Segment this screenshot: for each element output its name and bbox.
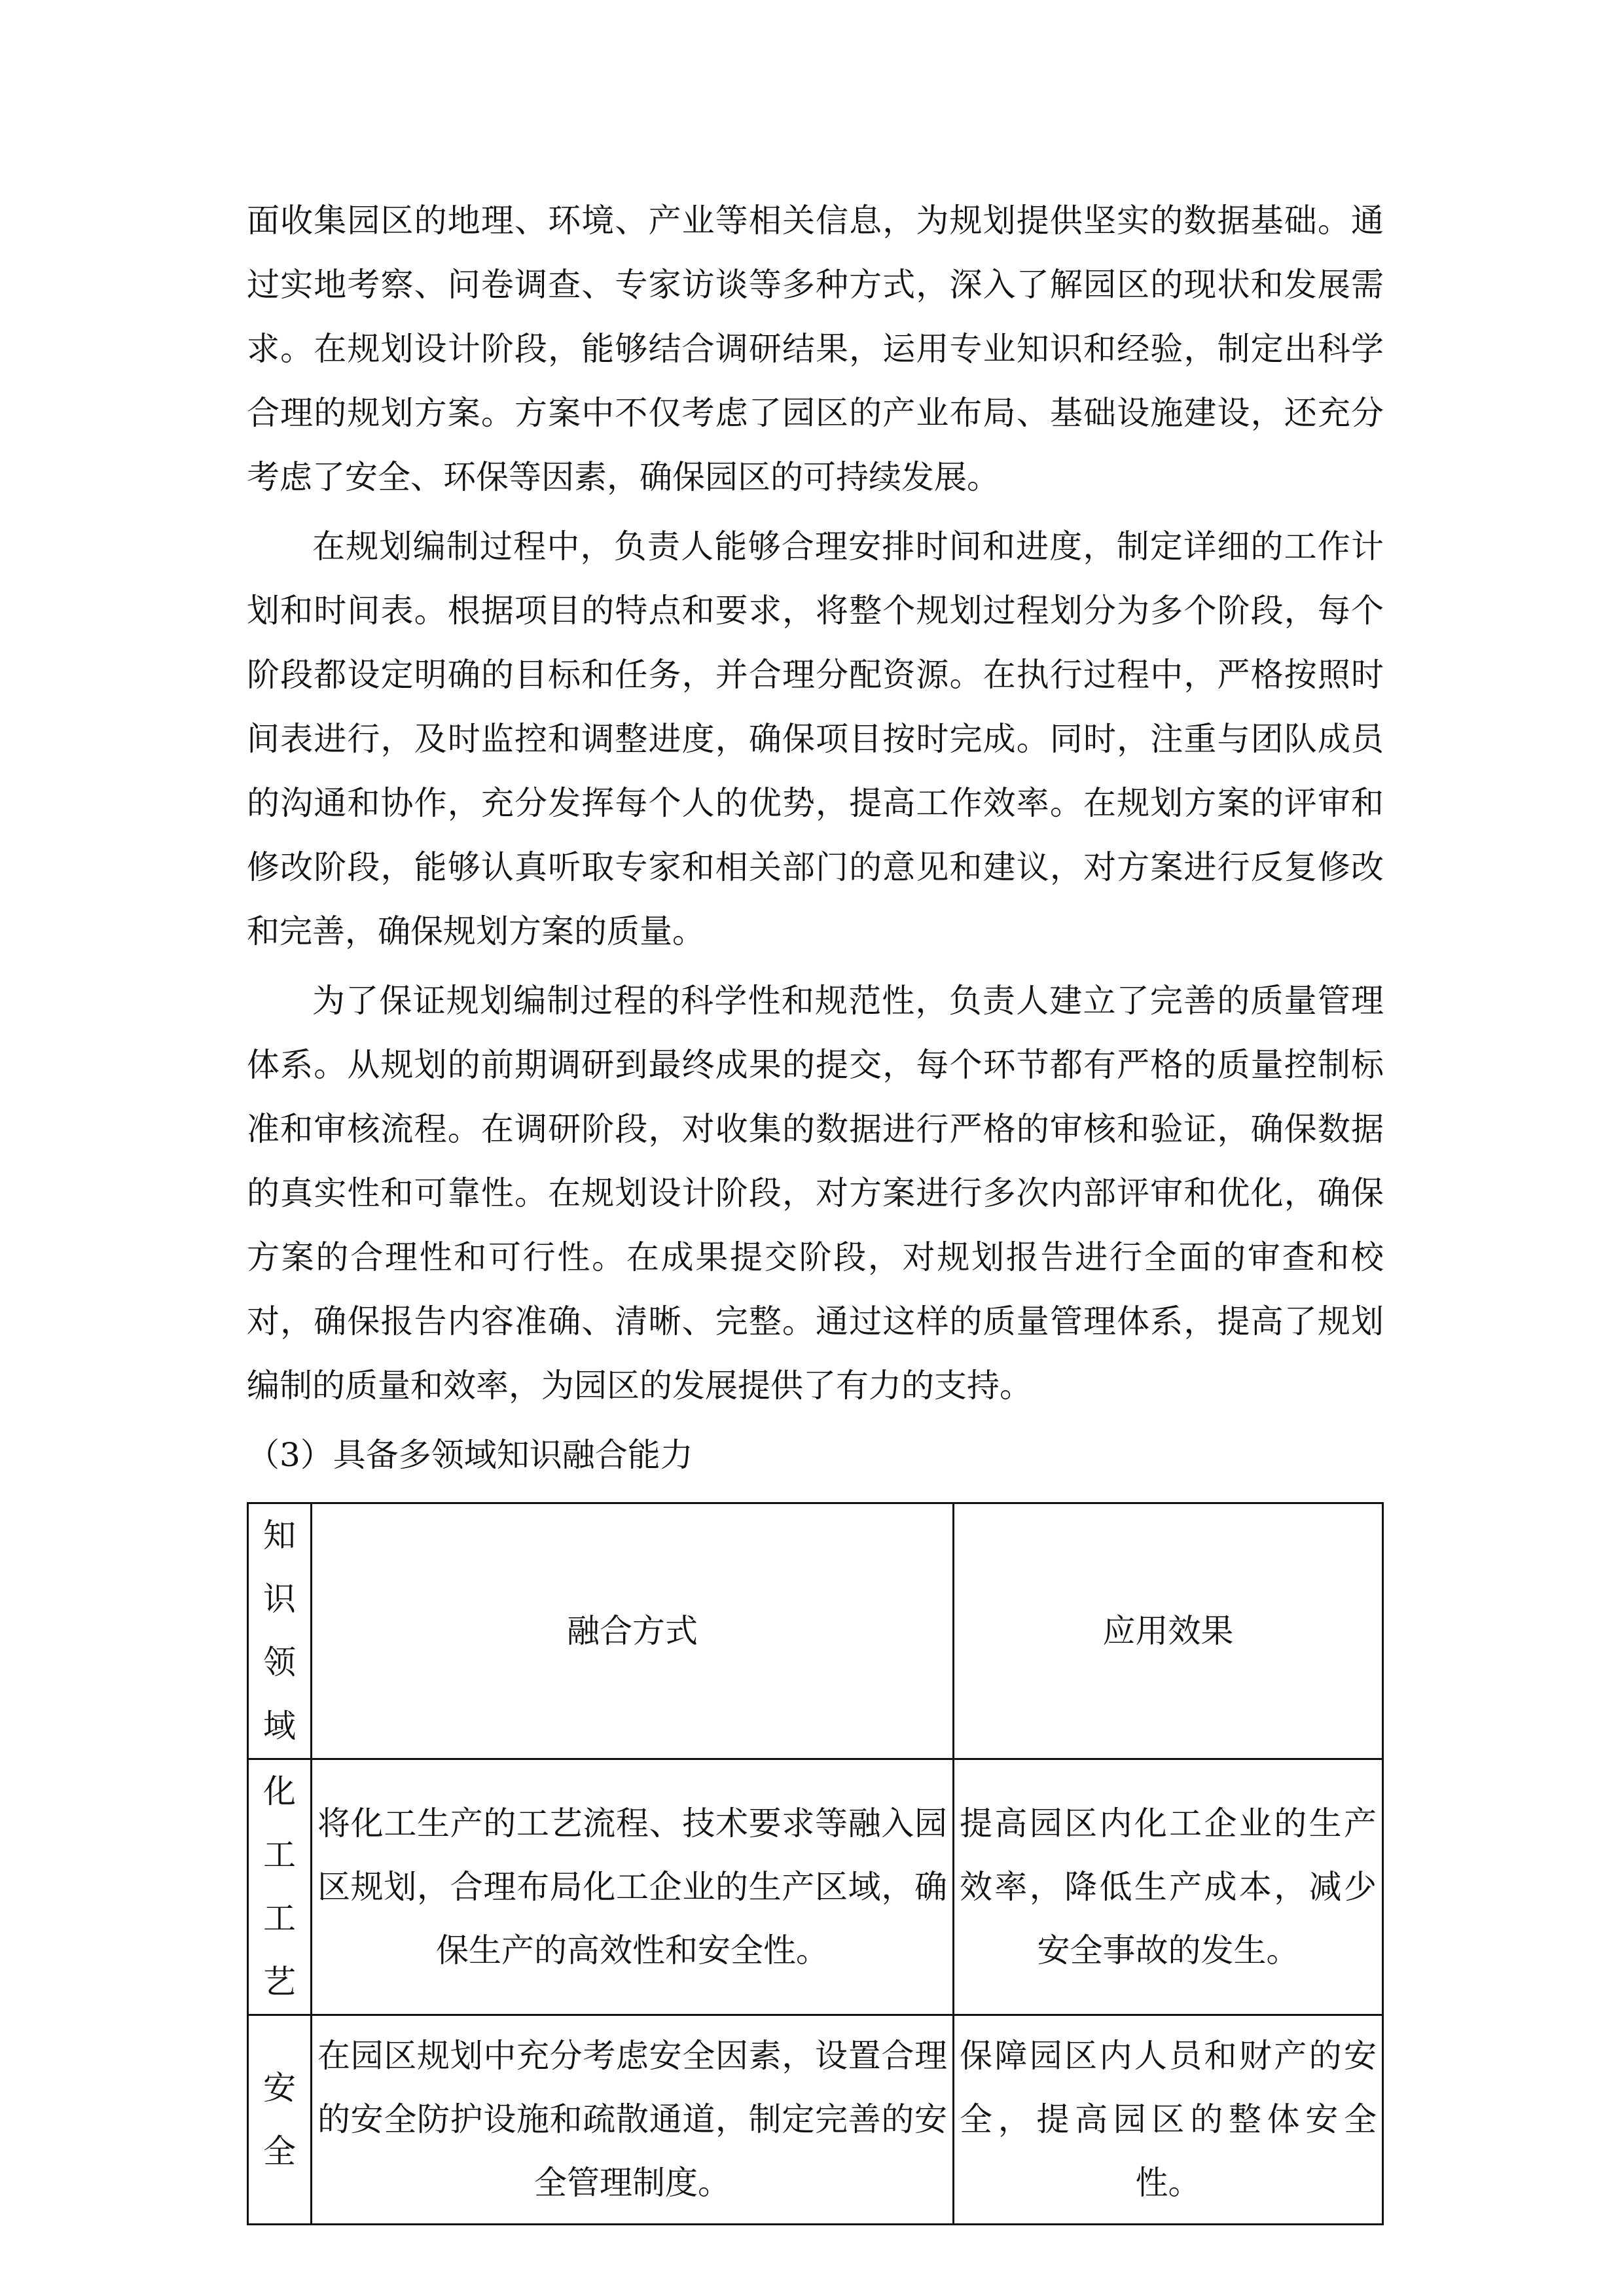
cell-line: 化工 [263, 1772, 296, 1874]
text-line: 阶段都设定明确的目标和任务，并合理分配资源。在执行过程中，严格按照时 [247, 656, 1384, 694]
text-line: 为了保证规划编制过程的科学性和规范性，负责人建立了完善的质量管理 [312, 982, 1384, 1020]
text-line: 准和审核流程。在调研阶段，对收集的数据进行严格的审核和验证，确保数据 [247, 1110, 1384, 1148]
paragraph [247, 969, 1384, 1418]
cell-method [312, 2015, 954, 2225]
cell-line: 全，提高园区的整体安全 [960, 2100, 1377, 2138]
cell-line: 在园区规划中充分考虑安全因素，设置合理 [317, 2037, 947, 2075]
text-line: 间表进行，及时监控和调整进度，确保项目按时完成。同时，注重与团队成员 [247, 720, 1384, 758]
header-method: 融合方式 [312, 1503, 954, 1759]
cell-line: 性。 [1135, 2164, 1201, 2202]
table-row [248, 2015, 1383, 2225]
cell-line: 安全 [263, 2068, 296, 2170]
cell-field [248, 2015, 312, 2225]
text-line: 方案的合理性和可行性。在成果提交阶段，对规划报告进行全面的审查和校 [247, 1238, 1384, 1276]
text-line: 修改阶段，能够认真听取专家和相关部门的意见和建议，对方案进行反复修改 [247, 848, 1384, 886]
text-line: 考虑了安全、环保等因素，确保园区的可持续发展。 [247, 458, 1000, 496]
text-line: 过实地考察、问卷调查、专家访谈等多种方式，深入了解园区的现状和发展需 [247, 266, 1384, 304]
section-heading: （3）具备多领域知识融合能力 [247, 1436, 693, 1474]
text-line: 合理的规划方案。方案中不仅考虑了园区的产业布局、基础设施建设，还充分 [247, 394, 1384, 432]
text-line: 体系。从规划的前期调研到最终成果的提交，每个环节都有严格的质量控制标 [247, 1046, 1384, 1084]
header-effect: 应用效果 [954, 1503, 1383, 1759]
cell-effect [954, 1759, 1383, 2015]
cell-line: 效率，降低生产成本，减少 [960, 1867, 1377, 1906]
knowledge-fusion-table [247, 1502, 1384, 2225]
cell-field [248, 1759, 312, 2015]
text-line: 对，确保报告内容准确、清晰、完整。通过这样的质量管理体系，提高了规划 [247, 1302, 1384, 1340]
text-line: 编制的质量和效率，为园区的发展提供了有力的支持。 [247, 1367, 1032, 1405]
cell-line: 的安全防护设施和疏散通道，制定完善的安 [317, 2100, 947, 2138]
text-line: 在规划编制过程中，负责人能够合理安排时间和进度，制定详细的工作计 [312, 528, 1384, 565]
document-body [247, 188, 1384, 1487]
header-field-line: 领域 [263, 1643, 296, 1745]
cell-line: 将化工生产的工艺流程、技术要求等融入园 [317, 1804, 947, 1842]
paragraph [247, 188, 1384, 509]
text-line: 的真实性和可靠性。在规划设计阶段，对方案进行多次内部评审和优化，确保 [247, 1174, 1384, 1212]
cell-line: 安全事故的发生。 [1037, 1931, 1299, 1969]
cell-line: 保障园区内人员和财产的安 [960, 2037, 1377, 2075]
header-field-line: 知识 [263, 1516, 296, 1618]
cell-method [312, 1759, 954, 2015]
table-row [248, 1759, 1383, 2015]
cell-line: 区规划，合理布局化工企业的生产区域，确 [317, 1867, 947, 1906]
text-line: 划和时间表。根据项目的特点和要求，将整个规划过程划分为多个阶段，每个 [247, 592, 1384, 630]
text-line: 的沟通和协作，充分发挥每个人的优势，提高工作效率。在规划方案的评审和 [247, 784, 1384, 822]
text-line: 和完善，确保规划方案的质量。 [247, 912, 705, 950]
text-line: 求。在规划设计阶段，能够结合调研结果，运用专业知识和经验，制定出科学 [247, 330, 1384, 368]
cell-line: 工艺 [263, 1899, 296, 2001]
cell-line: 提高园区内化工企业的生产 [960, 1804, 1377, 1842]
header-field [248, 1503, 312, 1759]
cell-line: 全管理制度。 [534, 2164, 731, 2202]
text-line: 面收集园区的地理、环境、产业等相关信息，为规划提供坚实的数据基础。通 [247, 202, 1384, 240]
paragraph [247, 514, 1384, 963]
cell-line: 保生产的高效性和安全性。 [436, 1931, 829, 1969]
cell-effect [954, 2015, 1383, 2225]
table-header-row [248, 1503, 1383, 1759]
